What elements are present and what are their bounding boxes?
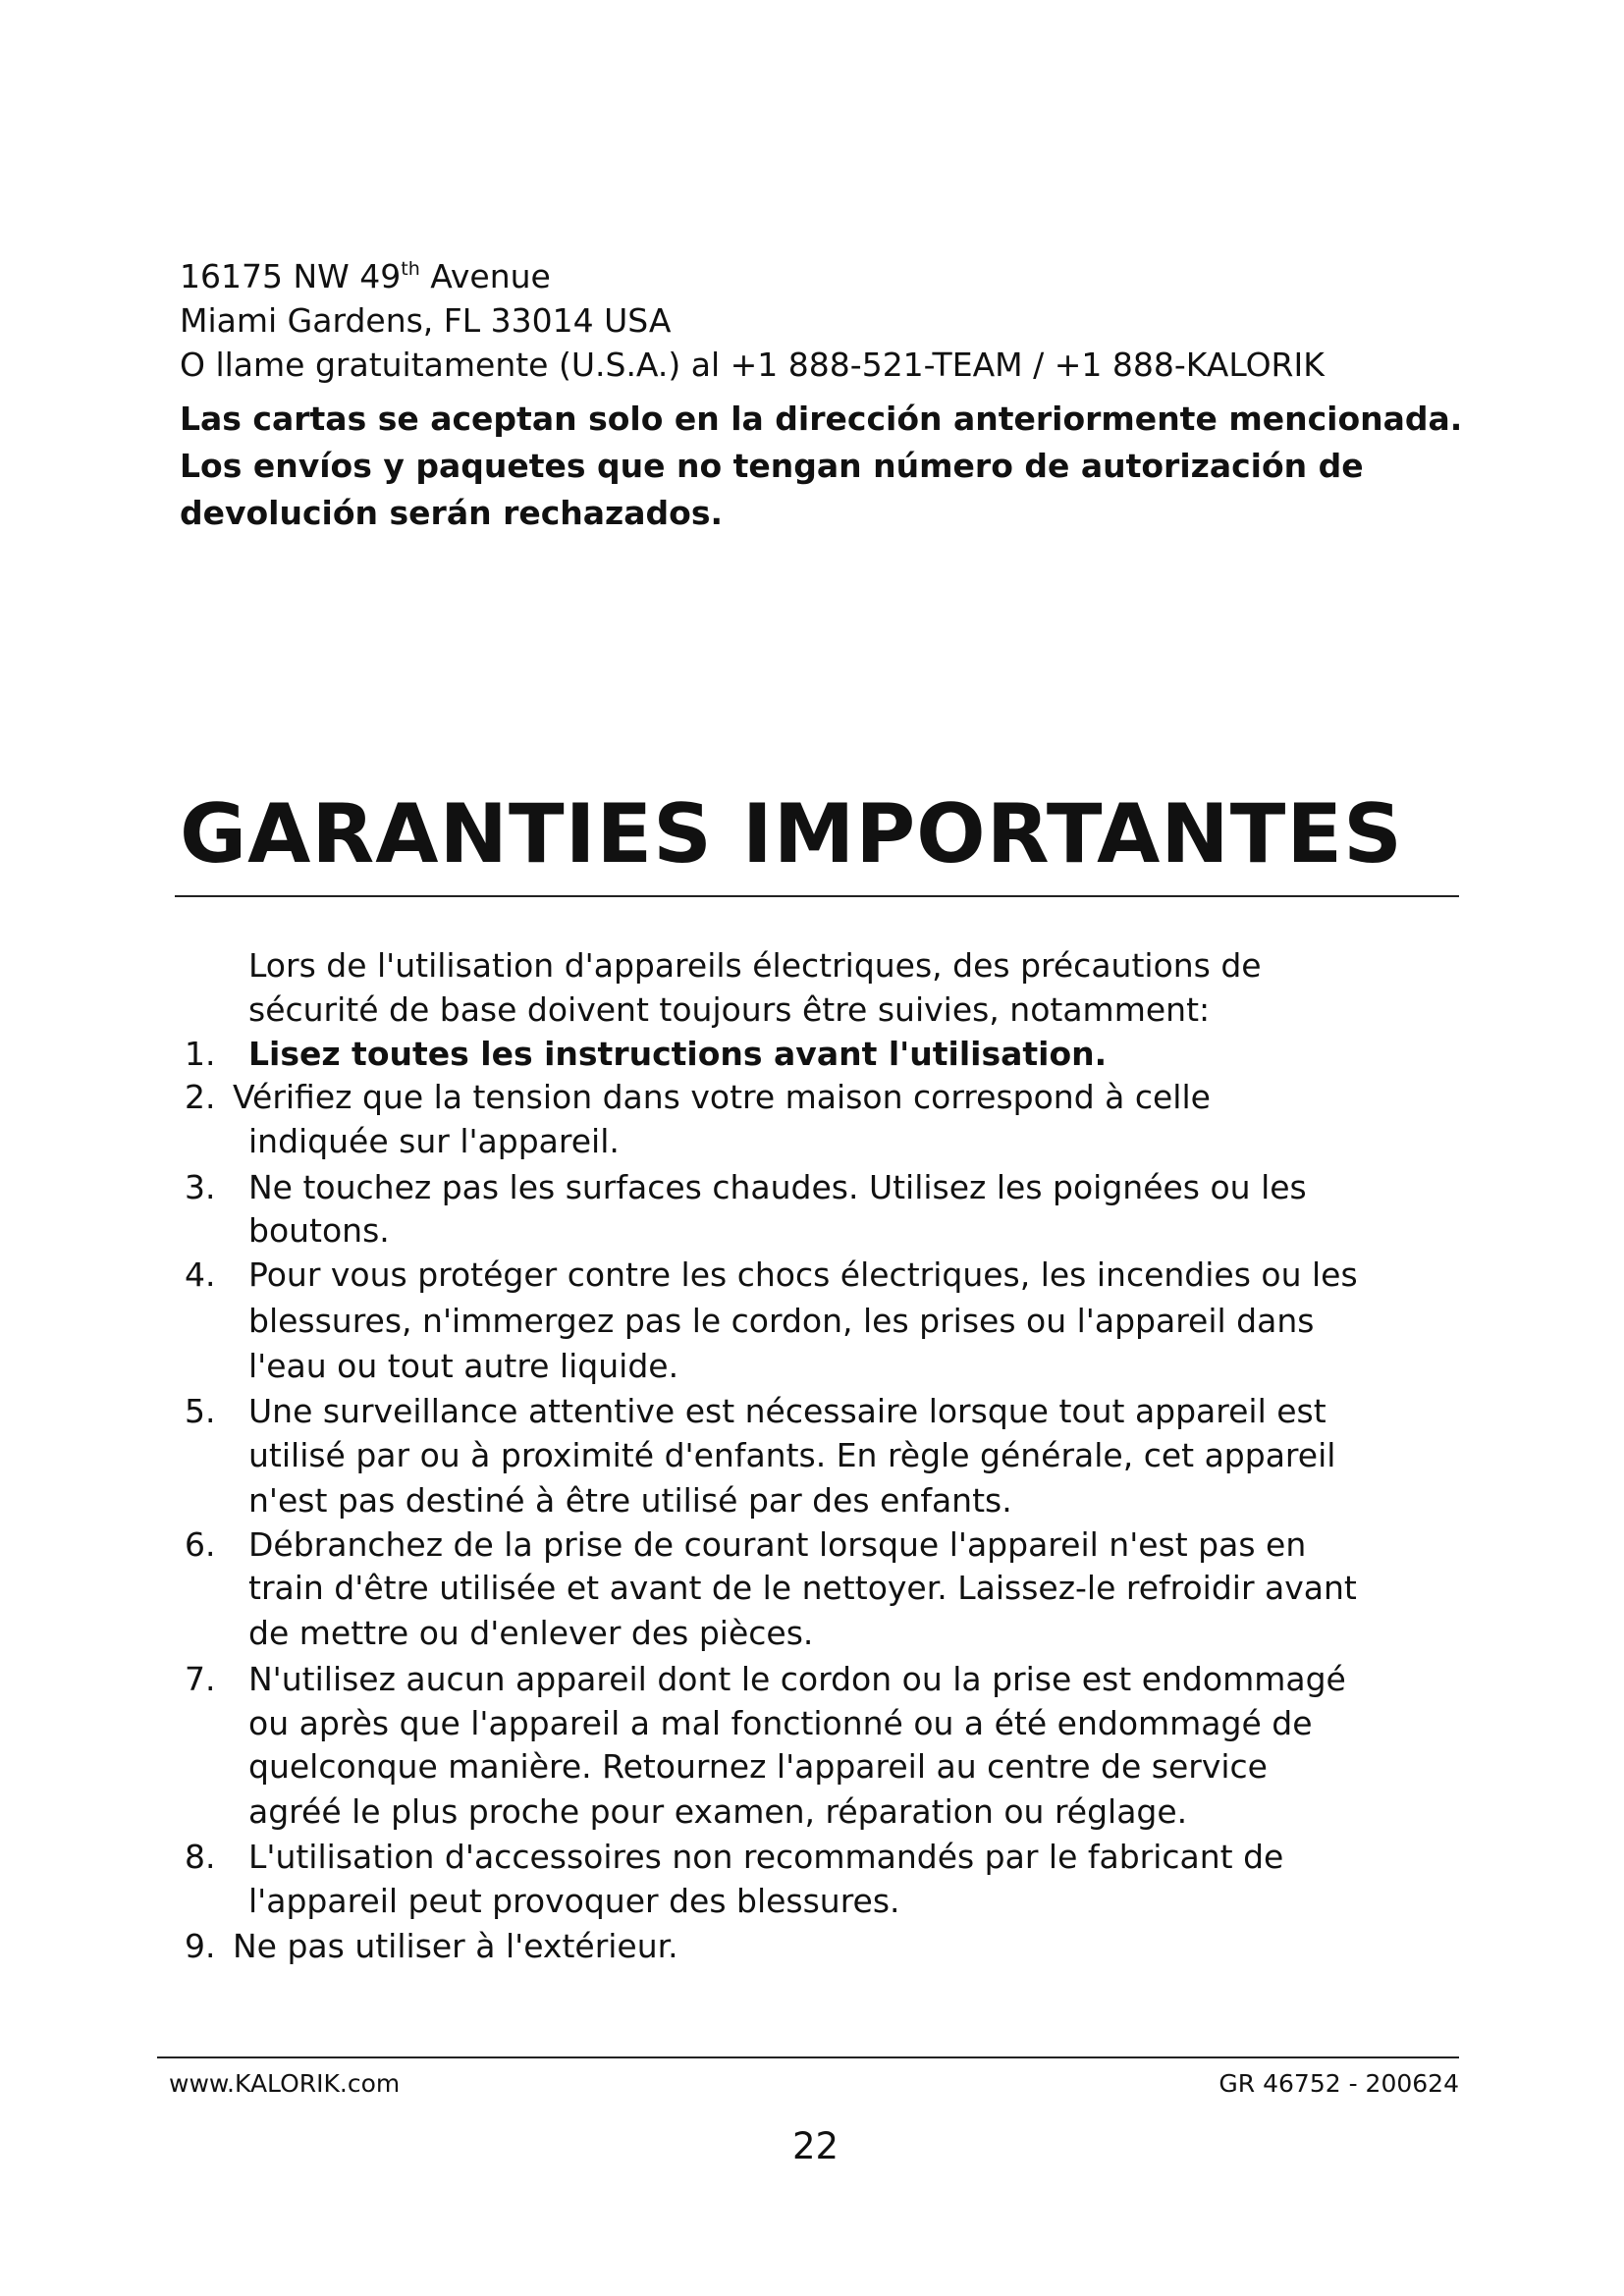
notice-line: Los envíos y paquetes que no tengan número de autorización de: [180, 447, 1364, 485]
list-item-number: 5.: [185, 1392, 216, 1430]
street-number: 16175 NW 49: [180, 257, 402, 295]
list-item-text: boutons.: [248, 1211, 390, 1250]
list-item-text: l'appareil peut provoquer des blessures.: [248, 1882, 900, 1920]
list-item-text: Pour vous protéger contre les chocs électriques, les incendies ou les: [248, 1255, 1358, 1294]
list-item-text: train d'être utilisée et avant de le nettoyer. Laissez-le refroidir avant: [248, 1569, 1357, 1607]
list-item-text: quelconque manière. Retournez l'appareil au centre de service: [248, 1747, 1268, 1786]
list-item-number: 4.: [185, 1255, 216, 1294]
list-item-number: 6.: [185, 1525, 216, 1564]
list-item-text: blessures, n'immergez pas le cordon, les prises ou l'appareil dans: [248, 1302, 1315, 1340]
list-item-number: 7.: [185, 1660, 216, 1698]
street-ordinal: th: [401, 258, 420, 280]
footer-document-code: GR 46752 - 200624: [1218, 2069, 1459, 2098]
address-city: Miami Gardens, FL 33014 USA: [180, 301, 672, 340]
title-divider: [175, 895, 1459, 897]
list-item-number: 3.: [185, 1168, 216, 1206]
list-item-text: agréé le plus proche pour examen, réparation ou réglage.: [248, 1792, 1188, 1831]
list-item-text: l'eau ou tout autre liquide.: [248, 1347, 679, 1385]
list-item-number: 1.: [185, 1035, 216, 1073]
list-item-number: 2.: [185, 1078, 216, 1116]
intro-line: Lors de l'utilisation d'appareils électriques, des précautions de: [248, 946, 1262, 985]
street-name: Avenue: [419, 257, 551, 295]
list-item-text: Ne pas utiliser à l'extérieur.: [233, 1927, 678, 1965]
list-item-text: Vérifiez que la tension dans votre maison correspond à celle: [233, 1078, 1211, 1116]
intro-line: sécurité de base doivent toujours être suivies, notamment:: [248, 990, 1211, 1029]
footer-website: www.KALORIK.com: [169, 2069, 401, 2098]
list-item-number: 9.: [185, 1927, 216, 1965]
list-item-text: de mettre ou d'enlever des pièces.: [248, 1614, 814, 1652]
address-phone: O llame gratuitamente (U.S.A.) al +1 888-521-TEAM / +1 888-KALORIK: [180, 346, 1325, 384]
list-item-text: Une surveillance attentive est nécessaire lorsque tout appareil est: [248, 1392, 1326, 1430]
list-item-text: ou après que l'appareil a mal fonctionné ou a été endommagé de: [248, 1704, 1313, 1742]
list-item-number: 8.: [185, 1838, 216, 1876]
list-item-text: indiquée sur l'appareil.: [248, 1122, 620, 1160]
list-item-text: L'utilisation d'accessoires non recommandés par le fabricant de: [248, 1838, 1284, 1876]
list-item-text: n'est pas destiné à être utilisé par des enfants.: [248, 1481, 1012, 1520]
footer-divider: [157, 2056, 1459, 2058]
notice-line: Las cartas se aceptan solo en la dirección anteriormente mencionada.: [180, 400, 1463, 438]
list-item-text: Lisez toutes les instructions avant l'utilisation.: [248, 1035, 1108, 1073]
address-street: [180, 257, 551, 301]
list-item-text: utilisé par ou à proximité d'enfants. En règle générale, cet appareil: [248, 1436, 1336, 1474]
page-number: 22: [792, 2125, 839, 2167]
page-title: GARANTIES IMPORTANTES: [180, 786, 1403, 881]
list-item-text: N'utilisez aucun appareil dont le cordon ou la prise est endommagé: [248, 1660, 1346, 1698]
list-item-text: Débranchez de la prise de courant lorsque l'appareil n'est pas en: [248, 1525, 1307, 1564]
list-item-text: Ne touchez pas les surfaces chaudes. Utilisez les poignées ou les: [248, 1168, 1307, 1206]
notice-line: devolución serán rechazados.: [180, 494, 723, 532]
